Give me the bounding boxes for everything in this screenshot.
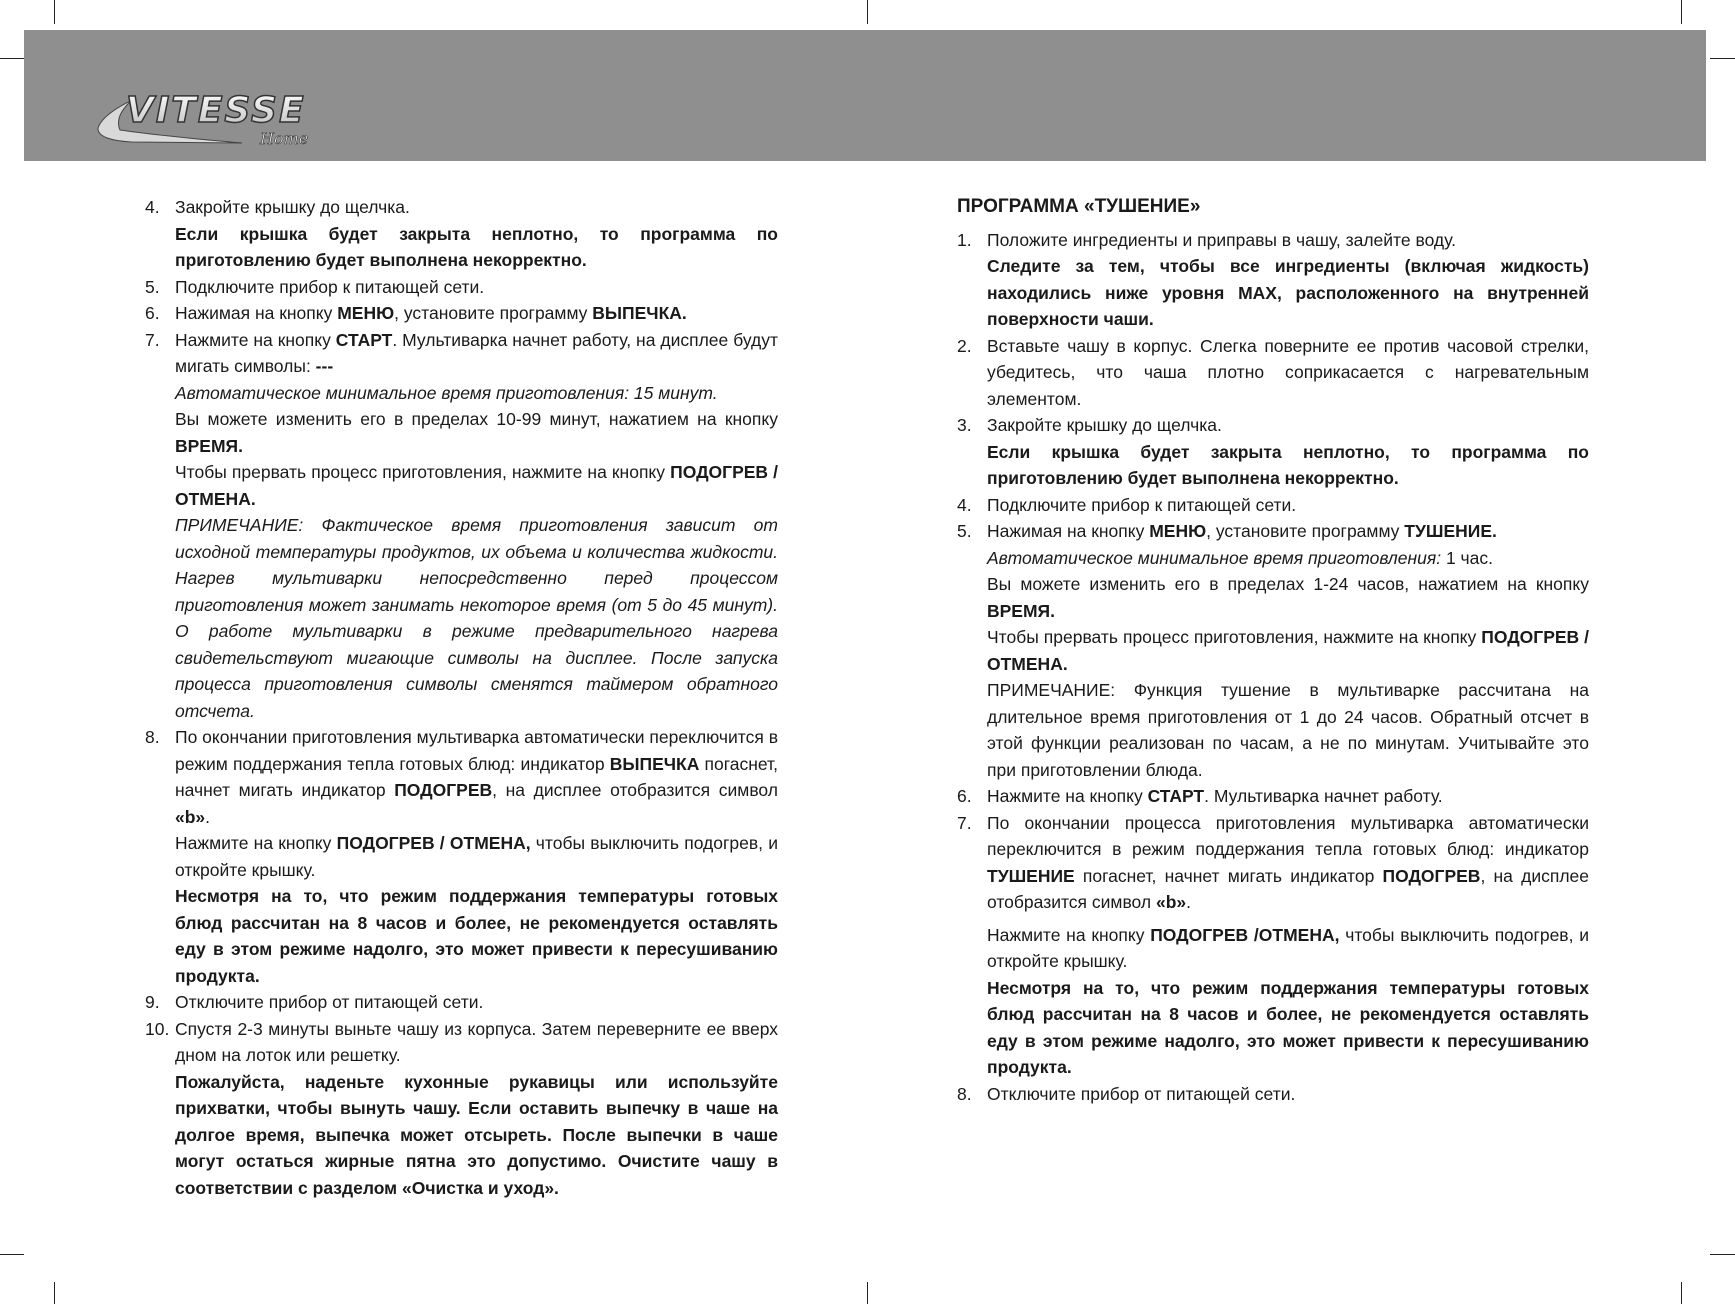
step-1 bbox=[957, 227, 1589, 333]
step-3 bbox=[957, 412, 1589, 492]
step-text-part: , установите программу bbox=[1206, 521, 1405, 541]
cancel-button-label: ПОДОГРЕВ /ОТМЕНА. bbox=[175, 462, 778, 509]
time-button-label: ВРЕМЯ. bbox=[175, 435, 244, 456]
step-4 bbox=[957, 492, 1589, 519]
change-time-text bbox=[987, 571, 1589, 624]
program-name: ВЫПЕЧКА. bbox=[592, 303, 687, 323]
step-6 bbox=[957, 783, 1589, 810]
warning-text: Несмотря на то, что режим поддержания температуры готовых блюд рассчитан на 8 часов и более, не рекомендуется оставлять еду в этом режиме надолго, это может привести к пересушиванию продукта. bbox=[175, 886, 778, 986]
step-text-part: По окончании приготовления мультиварка автоматически переключится в режим поддержания тепла готовых блюд: индикатор bbox=[175, 727, 778, 774]
step-text-part: погаснет, начнет мигать индикатор bbox=[1074, 865, 1383, 886]
warning-text: Несмотря на то, что режим поддержания температуры готовых блюд рассчитан на 8 часов и более, не рекомендуется оставлять еду в этом режиме надолго, это может привести к пересушиванию продукта. bbox=[987, 977, 1589, 1077]
left-column bbox=[145, 194, 778, 1201]
logo-sub-text: Home bbox=[260, 129, 309, 148]
step-text-part: . Мультиварка начнет работу, на дисплее будут мигать символы: bbox=[175, 329, 778, 376]
step-text bbox=[175, 327, 778, 380]
menu-button-label: МЕНЮ bbox=[337, 303, 395, 323]
logo-text: VITESSE bbox=[126, 90, 306, 131]
crop-mark bbox=[867, 1282, 868, 1304]
start-button-label: СТАРТ bbox=[335, 329, 393, 350]
vitesse-logo bbox=[92, 80, 332, 150]
step-text-part: По окончании процесса приготовления мультиварка автоматически переключится в режим поддержания тепла готовых блюд: индикатор bbox=[987, 812, 1589, 859]
step-text-part: Нажмите на кнопку bbox=[987, 786, 1148, 806]
warning-text: Пожалуйста, наденьте кухонные рукавицы или используйте прихватки, чтобы вынуть чашу. Если оставить выпечку в чаше на долгое время, выпечка может отсыреть. После выпечки в чаше могут остаться жирные пятна это допустимо. Очистите чашу в соответствии с разделом «Очистка и уход». bbox=[175, 1071, 778, 1198]
warning-text: Если крышка будет закрыта неплотно, то программа по приготовлению будет выполнена некорректно. bbox=[987, 441, 1589, 488]
step-text bbox=[175, 724, 778, 830]
step-8 bbox=[145, 724, 778, 989]
step-7 bbox=[957, 810, 1589, 1081]
step-text: Отключите прибор от питающей сети. bbox=[987, 1083, 1296, 1104]
step-2 bbox=[957, 333, 1589, 413]
step-7 bbox=[145, 327, 778, 725]
step-text-part: Нажимая на кнопку bbox=[175, 303, 338, 323]
step-8 bbox=[957, 1081, 1589, 1108]
indicator-name: ПОДОГРЕВ bbox=[394, 780, 493, 800]
cancel-button-label: ПОДОГРЕВ /ОТМЕНА, bbox=[1150, 924, 1340, 945]
step-text-part: чтобы выключить подогрев, и откройте крышку. bbox=[987, 924, 1589, 971]
auto-time-value: 1 час. bbox=[1441, 547, 1493, 568]
step-text: Отключите прибор от питающей сети. bbox=[175, 992, 484, 1012]
change-time-text bbox=[175, 406, 778, 459]
crop-mark bbox=[54, 0, 55, 24]
step-number: 7. bbox=[957, 812, 972, 833]
step-number: 3. bbox=[957, 415, 972, 435]
crop-mark bbox=[0, 58, 24, 59]
crop-mark bbox=[1681, 0, 1682, 24]
step-number: 8. bbox=[145, 727, 160, 747]
note-text: ПРИМЕЧАНИЕ: Фактическое время приготовления зависит от исходной температуры продуктов, их объема и количества жидкости. Нагрев мультиварки непосредственно перед процессом приготовления может занимать некоторое время (от 5 до 45 минут). О работе мультиварки в режиме предварительного нагрева свидетельствуют мигающие символы на дисплее. После запуска процесса приготовления символы сменятся таймером обратного отсчета. bbox=[175, 515, 778, 721]
warning-text: Следите за тем, чтобы все ингредиенты (включая жидкость) находились ниже уровня MAX, расположенного на внутренней поверхности чаши. bbox=[987, 256, 1589, 329]
step-text-part: Автоматическое минимальное время приготовления: bbox=[987, 547, 1442, 568]
press-text bbox=[987, 922, 1589, 975]
step-number: 8. bbox=[957, 1083, 972, 1104]
step-text-part: Вы можете изменить его в пределах 1-24 часов, нажатием на кнопку bbox=[987, 574, 1589, 594]
display-symbol: «b» bbox=[175, 806, 206, 827]
step-text-part: Нажимая на кнопку bbox=[987, 521, 1150, 541]
step-text: Закройте крышку до щелчка. bbox=[175, 197, 410, 217]
step-text bbox=[987, 810, 1589, 916]
step-6 bbox=[145, 300, 778, 327]
step-number: 6. bbox=[145, 303, 160, 323]
stop-text bbox=[987, 624, 1589, 677]
step-text-part: чтобы выключить подогрев, и откройте крышку. bbox=[175, 833, 778, 880]
auto-time-text bbox=[987, 545, 1589, 572]
cancel-button-label: ПОДОГРЕВ /ОТМЕНА. bbox=[987, 627, 1589, 674]
time-button-label: ВРЕМЯ. bbox=[987, 600, 1056, 621]
step-text-part: Вы можете изменить его в пределах 10-99 минут, нажатием на кнопку bbox=[175, 409, 778, 429]
step-5 bbox=[957, 518, 1589, 783]
step-text-part: . Мультиварка начнет работу. bbox=[1204, 786, 1443, 806]
crop-mark bbox=[1710, 58, 1735, 59]
step-text-part: погаснет, начнет мигать индикатор bbox=[175, 753, 778, 800]
step-number: 9. bbox=[145, 992, 160, 1012]
step-text-part: Чтобы прервать процесс приготовления, нажмите на кнопку bbox=[175, 462, 671, 482]
step-number: 5. bbox=[145, 276, 160, 297]
step-text-part: Чтобы прервать процесс приготовления, нажмите на кнопку bbox=[987, 627, 1482, 647]
program-name: ТУШЕНИЕ. bbox=[1404, 521, 1497, 541]
right-column bbox=[957, 194, 1589, 1107]
step-number: 4. bbox=[145, 197, 160, 217]
step-text-part: . bbox=[1186, 892, 1192, 912]
step-number: 1. bbox=[957, 229, 972, 250]
step-text: Закройте крышку до щелчка. bbox=[987, 415, 1222, 435]
auto-time-text: Автоматическое минимальное время приготовления: 15 минут. bbox=[175, 382, 718, 403]
step-number: 7. bbox=[145, 329, 160, 350]
step-text bbox=[987, 783, 1589, 810]
display-symbol: --- bbox=[315, 356, 334, 376]
step-number: 5. bbox=[957, 521, 972, 541]
section-title: ПРОГРАММА «ТУШЕНИЕ» bbox=[957, 196, 1201, 217]
step-4 bbox=[145, 194, 778, 274]
indicator-name: ВЫПЕЧКА bbox=[609, 753, 700, 774]
step-text-part: , установите программу bbox=[394, 303, 593, 323]
step-number: 6. bbox=[957, 786, 972, 806]
stop-text bbox=[175, 459, 778, 512]
step-text bbox=[175, 300, 778, 327]
start-button-label: СТАРТ bbox=[1147, 786, 1205, 806]
step-text-part: Нажмите на кнопку bbox=[987, 924, 1151, 945]
step-text: Спустя 2-3 минуты выньте чашу из корпуса. Затем переверните ее вверх дном на лоток или решетку. bbox=[175, 1018, 778, 1065]
note-text: ПРИМЕЧАНИЕ: Функция тушение в мультиварке рассчитана на длительное время приготовления от 1 до 24 часов. Обратный отсчет в этой функции реализован по часам, а не по минутам. Учитывайте это при приготовлении блюда. bbox=[987, 680, 1589, 780]
crop-mark bbox=[1681, 1282, 1682, 1304]
crop-mark bbox=[867, 0, 868, 24]
crop-mark bbox=[1710, 1254, 1735, 1255]
step-number: 4. bbox=[957, 494, 972, 515]
step-text: Подключите прибор к питающей сети. bbox=[175, 276, 485, 297]
step-9 bbox=[145, 989, 778, 1016]
step-text-part: Нажмите на кнопку bbox=[175, 329, 336, 350]
step-text-part: , на дисплее отобразится символ bbox=[987, 865, 1589, 912]
warning-text: Если крышка будет закрыта неплотно, то программа по приготовлению будет выполнена некорректно. bbox=[175, 223, 778, 270]
step-text: Положите ингредиенты и приправы в чашу, залейте воду. bbox=[987, 229, 1456, 250]
step-10 bbox=[145, 1016, 778, 1202]
step-number: 2. bbox=[957, 335, 972, 356]
press-text bbox=[175, 830, 778, 883]
menu-button-label: МЕНЮ bbox=[1149, 521, 1207, 541]
step-text: Вставьте чашу в корпус. Слегка поверните ее против часовой стрелки, убедитесь, что чаша плотно соприкасается с нагревательным элементом. bbox=[987, 335, 1589, 409]
step-5 bbox=[145, 274, 778, 301]
crop-mark bbox=[0, 1254, 24, 1255]
crop-mark bbox=[54, 1282, 55, 1304]
step-text: Подключите прибор к питающей сети. bbox=[987, 494, 1297, 515]
step-text bbox=[987, 518, 1589, 545]
display-symbol: «b» bbox=[1155, 892, 1187, 912]
step-text-part: , на дисплее отобразится символ bbox=[492, 780, 778, 800]
step-text-part: . bbox=[205, 806, 211, 827]
cancel-button-label: ПОДОГРЕВ / ОТМЕНА, bbox=[336, 833, 531, 853]
step-number: 10. bbox=[145, 1018, 170, 1039]
indicator-name: ПОДОГРЕВ bbox=[1382, 865, 1481, 886]
step-text-part: Нажмите на кнопку bbox=[175, 833, 337, 853]
indicator-name: ТУШЕНИЕ bbox=[987, 865, 1075, 886]
